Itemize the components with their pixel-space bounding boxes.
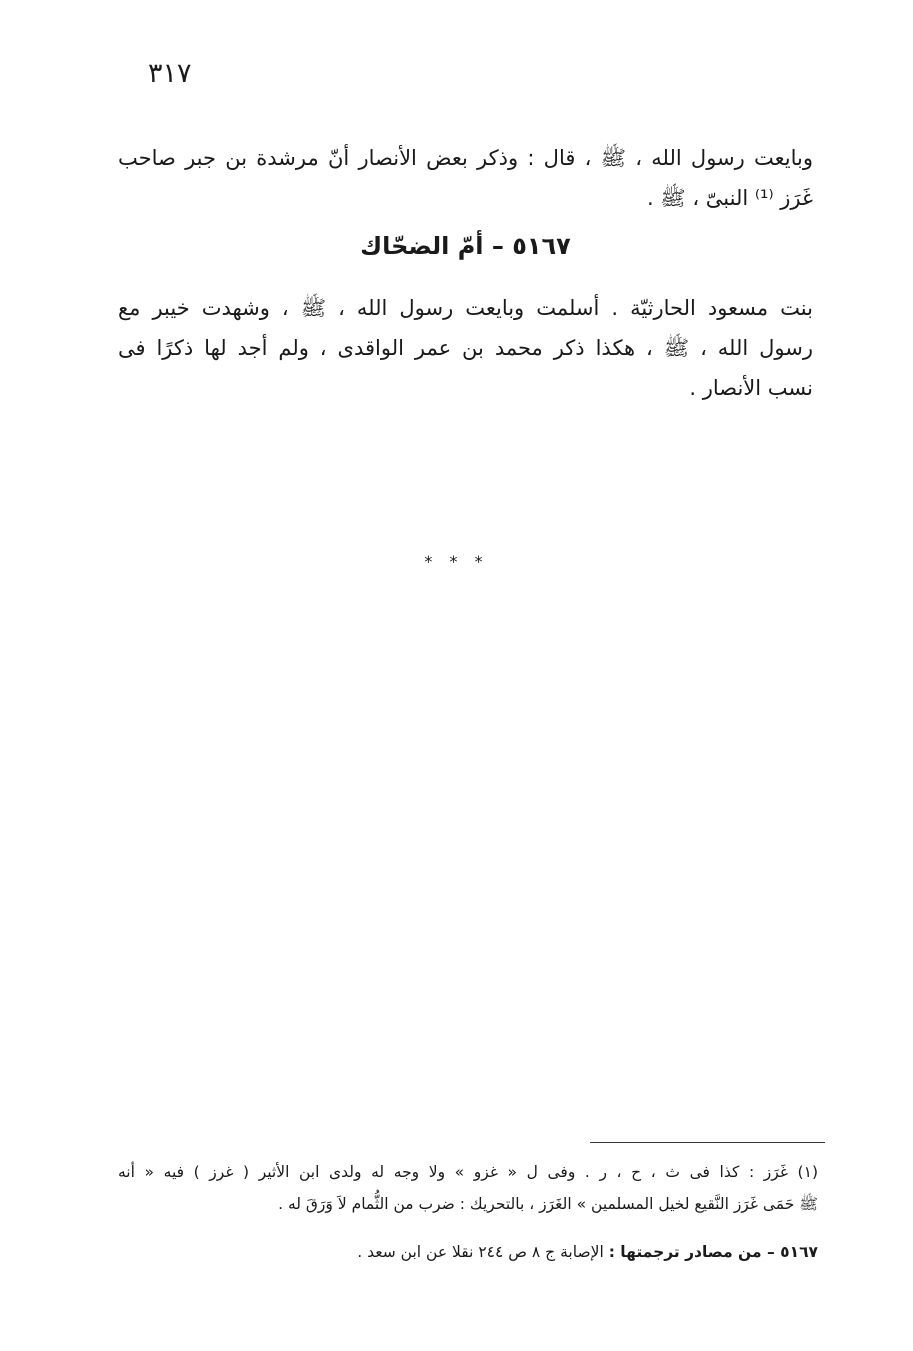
footnote-line: (١) غَرَز : كذا فى ث ، ح ، ر . وفى ل « غزو » ولا وجه له ولدى ابن الأثير ( غرز ) فيه « أنه [118,1163,818,1181]
footnote-line: ﷺ حَمَى غَرَز النَّقيع لخيل المسلمين » الغَرَز ، بالتحريك : ضرب من الثُّمام لاَ وَرَقَ له . [278,1195,818,1213]
section-separator: * * * [424,552,489,571]
sources-text: الإصابة ج ٨ ص ٢٤٤ نقلا عن ابن سعد . [357,1243,604,1261]
footnotes [118,1156,818,1220]
entry-heading: ٥١٦٧ – أمّ الضحّاك [360,232,571,260]
entry-line: بنت مسعود الحارثيّة . أسلمت وبايعت رسول الله ، ﷺ ، وشهدت خيبر مع [118,296,813,320]
footnote-divider [590,1142,825,1143]
intro-line: وبايعت رسول الله ، ﷺ ، قال : وذكر بعض الأنصار أنّ مرشدة بن جبر صاحب [118,146,813,170]
sources-label: ٥١٦٧ – من مصادر ترجمتها : [608,1243,818,1261]
entry-line: رسول الله ، ﷺ ، هكذا ذكر محمد بن عمر الواقدى ، ولم أجد لها ذكرًا فى [118,336,813,360]
sources-note [118,1236,818,1268]
entry-paragraph [118,288,813,408]
entry-line: نسب الأنصار . [689,376,813,400]
intro-paragraph [118,138,813,218]
page-number: ٣١٧ [148,58,192,89]
intro-line: غَرَز ⁽¹⁾ النبىّ ، ﷺ . [646,186,813,210]
